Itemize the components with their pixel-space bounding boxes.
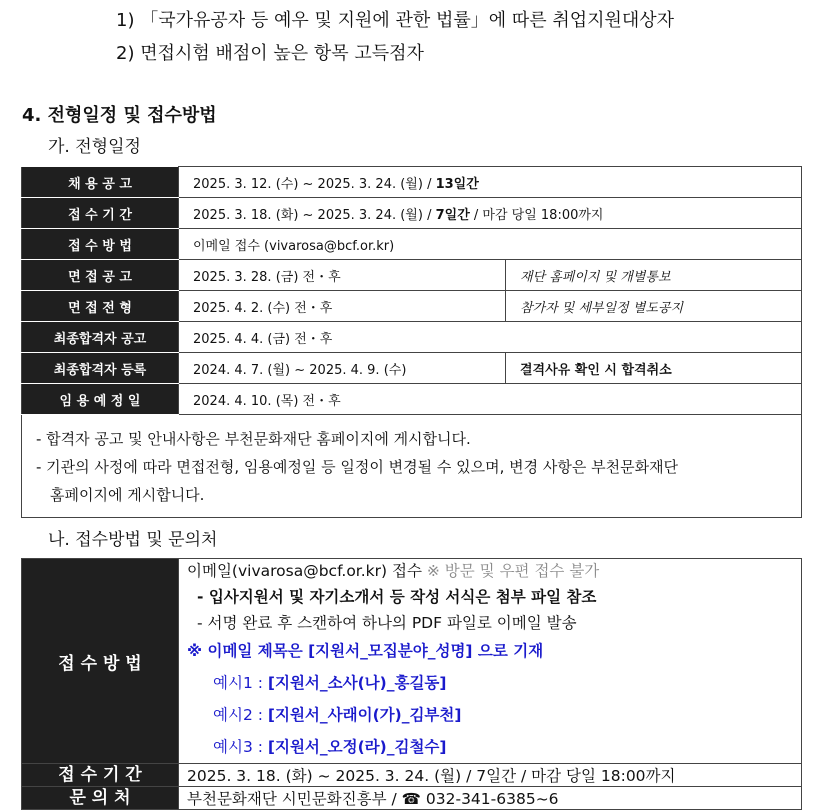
schedule-value bbox=[179, 167, 802, 198]
no-visit-notice: ※ 방문 및 우편 접수 불가 bbox=[426, 562, 600, 580]
schedule-row bbox=[22, 260, 802, 291]
schedule-table bbox=[21, 166, 802, 518]
schedule-row bbox=[22, 353, 802, 384]
pdf-line: - 서명 완료 후 스캔하여 하나의 PDF 파일로 이메일 발송 bbox=[197, 614, 577, 632]
subject-example bbox=[187, 699, 801, 731]
schedule-label: 최종합격자 공고 bbox=[22, 322, 179, 353]
schedule-label: 면 접 전 형 bbox=[22, 291, 179, 322]
schedule-row bbox=[22, 198, 802, 229]
note-line: - 기관의 사정에 따라 면접전형, 임용예정일 등 일정이 변경될 수 있으며, 변경 사항은 부천문화재단 bbox=[36, 458, 679, 476]
schedule-value bbox=[179, 322, 802, 353]
contact-label: 문 의 처 bbox=[22, 787, 179, 810]
example-prefix: 예시2 : bbox=[213, 706, 268, 724]
example-prefix: 예시1 : bbox=[213, 674, 268, 692]
note-line: - 합격자 공고 및 안내사항은 부천문화재단 홈페이지에 게시합니다. bbox=[36, 430, 471, 448]
schedule-notes bbox=[22, 415, 802, 518]
schedule-date: 이메일 접수 (vivarosa@bcf.or.kr) bbox=[193, 238, 395, 254]
schedule-note: 참가자 및 세부일정 별도공지 bbox=[506, 291, 802, 322]
schedule-date: 2025. 3. 18. (화) ~ 2025. 3. 24. (월) / bbox=[193, 207, 436, 223]
schedule-label: 면 접 공 고 bbox=[22, 260, 179, 291]
eligibility-item-2: 2) 면접시험 배점이 높은 항목 고득점자 bbox=[116, 43, 424, 64]
subsection-schedule-title: 가. 전형일정 bbox=[48, 137, 141, 157]
schedule-value bbox=[179, 260, 506, 291]
schedule-tail: / 마감 당일 18:00까지 bbox=[469, 207, 604, 223]
apply-method-label: 접 수 방 법 bbox=[22, 559, 179, 764]
example-text: [지원서_소사(나)_홍길동] bbox=[267, 674, 447, 692]
schedule-note: 재단 홈페이지 및 개별통보 bbox=[506, 260, 802, 291]
schedule-date: 2024. 4. 10. (목) 전・후 bbox=[193, 393, 341, 409]
schedule-row bbox=[22, 229, 802, 260]
schedule-row bbox=[22, 291, 802, 322]
schedule-duration: 7일간 bbox=[435, 207, 470, 223]
subject-example bbox=[187, 731, 801, 763]
example-text: [지원서_오정(라)_김철수] bbox=[267, 738, 447, 756]
form-line: - 입사지원서 및 자기소개서 등 작성 서식은 첨부 파일 참조 bbox=[197, 588, 597, 606]
schedule-row bbox=[22, 384, 802, 415]
apply-email: 이메일(vivarosa@bcf.or.kr) 접수 bbox=[187, 562, 427, 580]
note-line: 홈페이지에 게시합니다. bbox=[50, 486, 205, 504]
apply-method-cell bbox=[179, 559, 802, 764]
apply-email-line bbox=[187, 559, 801, 583]
schedule-date: 2025. 4. 4. (금) 전・후 bbox=[193, 331, 333, 347]
schedule-date: 2025. 4. 2. (수) 전・후 bbox=[193, 300, 333, 316]
schedule-row bbox=[22, 322, 802, 353]
apply-period-label: 접 수 기 간 bbox=[22, 764, 179, 787]
example-text: [지원서_사래이(가)_김부천] bbox=[267, 706, 462, 724]
schedule-label: 채 용 공 고 bbox=[22, 167, 179, 198]
schedule-label: 접 수 기 간 bbox=[22, 198, 179, 229]
apply-period: 2025. 3. 18. (화) ~ 2025. 3. 24. (월) / 7일간 / 마감 당일 18:00까지 bbox=[179, 764, 802, 787]
subject-rule: ※ 이메일 제목은 [지원서_모집분야_성명] 으로 기재 bbox=[187, 642, 544, 660]
subject-example bbox=[187, 667, 801, 699]
eligibility-item-1: 1) 「국가유공자 등 예우 및 지원에 관한 법률」에 따른 취업지원대상자 bbox=[116, 10, 675, 31]
schedule-value bbox=[179, 353, 506, 384]
schedule-duration: 13일간 bbox=[435, 176, 479, 192]
schedule-row bbox=[22, 167, 802, 198]
schedule-date: 2025. 3. 28. (금) 전・후 bbox=[193, 269, 341, 285]
contact-info: 부천문화재단 시민문화진흥부 / ☎ 032-341-6385~6 bbox=[179, 787, 802, 810]
schedule-value bbox=[179, 229, 802, 260]
schedule-value bbox=[179, 198, 802, 229]
schedule-label: 최종합격자 등록 bbox=[22, 353, 179, 384]
example-prefix: 예시3 : bbox=[213, 738, 268, 756]
schedule-note: 결격사유 확인 시 합격취소 bbox=[506, 353, 802, 384]
schedule-label: 접 수 방 법 bbox=[22, 229, 179, 260]
schedule-date: 2024. 4. 7. (월) ~ 2025. 4. 9. (수) bbox=[193, 362, 407, 378]
schedule-value bbox=[179, 291, 506, 322]
schedule-date: 2025. 3. 12. (수) ~ 2025. 3. 24. (월) / bbox=[193, 176, 436, 192]
apply-table bbox=[21, 558, 802, 810]
section-heading: 4. 전형일정 및 접수방법 bbox=[22, 105, 217, 126]
schedule-value bbox=[179, 384, 802, 415]
schedule-label: 임 용 예 정 일 bbox=[22, 384, 179, 415]
subsection-apply-title: 나. 접수방법 및 문의처 bbox=[48, 530, 218, 550]
